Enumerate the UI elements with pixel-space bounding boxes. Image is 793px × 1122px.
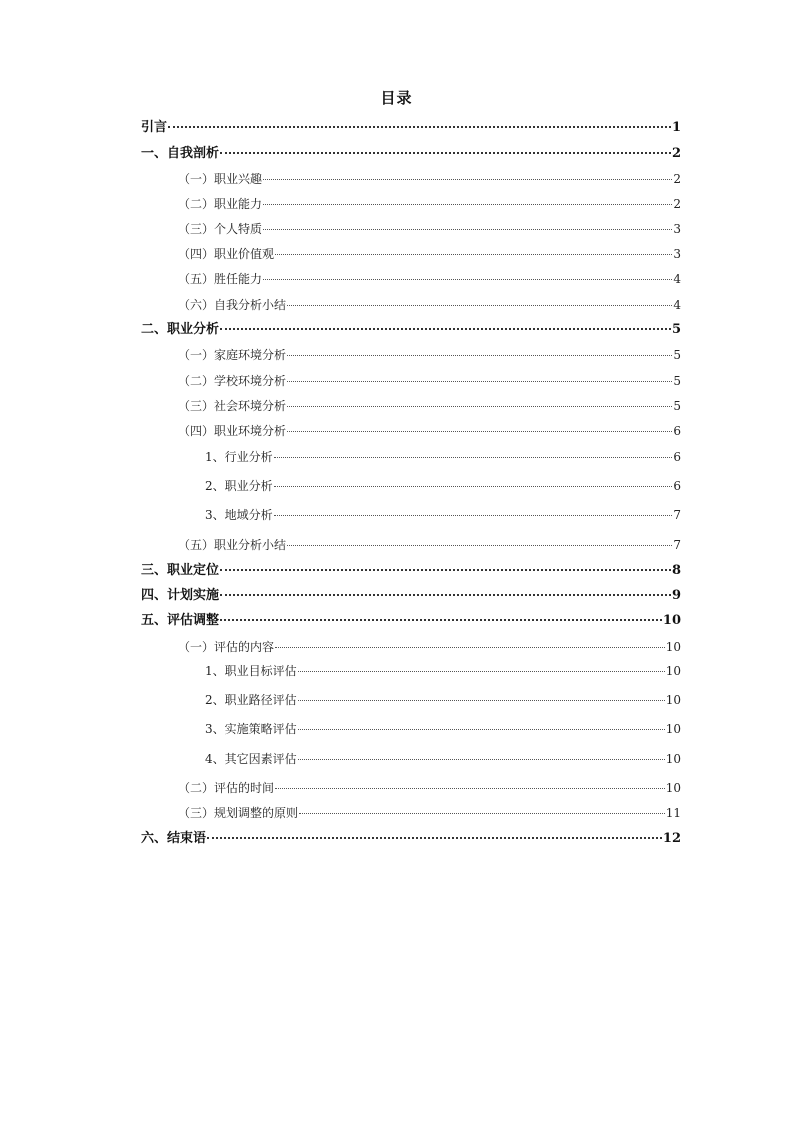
- toc-dot-leader: [274, 515, 673, 516]
- toc-dot-leader: [207, 837, 662, 839]
- toc-entry[interactable]: [141, 586, 681, 606]
- toc-entry-page-number: 10: [662, 613, 681, 628]
- toc-dot-leader: [287, 431, 672, 432]
- toc-entry[interactable]: [141, 118, 681, 138]
- toc-dot-leader: [275, 647, 665, 648]
- toc-dot-leader: [274, 486, 673, 487]
- toc-entry[interactable]: [205, 661, 681, 681]
- toc-entry-label: 二、职业分析: [141, 322, 220, 337]
- toc-entry-page-number: 2: [673, 197, 681, 211]
- toc-entry-label: （四）职业价值观: [178, 247, 275, 261]
- toc-dot-leader: [287, 406, 672, 407]
- toc-dot-leader: [298, 729, 665, 730]
- toc-entry[interactable]: [178, 803, 681, 823]
- toc-dot-leader: [220, 619, 662, 621]
- toc-entry[interactable]: [178, 219, 681, 239]
- toc-entry-label: 六、结束语: [141, 831, 207, 846]
- toc-entry-label: （五）胜任能力: [178, 272, 263, 286]
- toc-dot-leader: [275, 254, 672, 255]
- toc-dot-leader: [298, 671, 665, 672]
- toc-entry-page-number: 4: [673, 298, 681, 312]
- toc-entry-label: 4、其它因素评估: [205, 752, 297, 766]
- toc-entry-page-number: 2: [671, 146, 681, 161]
- toc-entry-page-number: 9: [671, 588, 681, 603]
- toc-dot-leader: [220, 594, 671, 596]
- toc-entry[interactable]: [178, 637, 681, 657]
- toc-entry-page-number: 10: [665, 693, 681, 707]
- toc-entry-label: （一）职业兴趣: [178, 172, 263, 186]
- toc-entry-page-number: 10: [665, 752, 681, 766]
- toc-entry[interactable]: [178, 295, 681, 315]
- toc-entry-label: （二）评估的时间: [178, 781, 275, 795]
- toc-entry-label: 引言: [141, 120, 168, 135]
- toc-dot-leader: [275, 788, 665, 789]
- toc-entry-label: 三、职业定位: [141, 563, 220, 578]
- toc-entry[interactable]: [178, 535, 681, 555]
- toc-entry[interactable]: [178, 396, 681, 416]
- toc-dot-leader: [263, 179, 672, 180]
- toc-entry-label: （一）评估的内容: [178, 640, 275, 654]
- toc-entry-page-number: 3: [673, 222, 681, 236]
- toc-dot-leader: [263, 229, 672, 230]
- toc-entry-page-number: 6: [673, 479, 681, 493]
- toc-entry-page-number: 11: [665, 806, 681, 820]
- toc-entry[interactable]: [178, 421, 681, 441]
- toc-entry-label: （三）个人特质: [178, 222, 263, 236]
- toc-entry-page-number: 10: [665, 664, 681, 678]
- toc-dot-leader: [220, 569, 671, 571]
- toc-entry-label: （三）规划调整的原则: [178, 806, 299, 820]
- toc-entry[interactable]: [205, 447, 681, 467]
- toc-dot-leader: [287, 545, 672, 546]
- toc-entry-label: 五、评估调整: [141, 613, 220, 628]
- toc-dot-leader: [168, 126, 671, 128]
- toc-entry[interactable]: [205, 719, 681, 739]
- toc-entry-page-number: 10: [665, 640, 681, 654]
- toc-dot-leader: [274, 457, 673, 458]
- toc-entry-label: 2、职业分析: [205, 479, 273, 493]
- toc-entry[interactable]: [205, 476, 681, 496]
- toc-entry[interactable]: [141, 829, 681, 849]
- toc-entry-label: （三）社会环境分析: [178, 399, 287, 413]
- toc-entry[interactable]: [178, 345, 681, 365]
- toc-entry-label: （一）家庭环境分析: [178, 348, 287, 362]
- toc-entry-page-number: 4: [673, 272, 681, 286]
- toc-dot-leader: [298, 700, 665, 701]
- toc-entry[interactable]: [178, 269, 681, 289]
- toc-dot-leader: [287, 305, 672, 306]
- toc-dot-leader: [263, 204, 672, 205]
- toc-entry-page-number: 6: [673, 450, 681, 464]
- toc-entry-label: （六）自我分析小结: [178, 298, 287, 312]
- toc-entry-label: 1、职业目标评估: [205, 664, 297, 678]
- toc-entry[interactable]: [141, 320, 681, 340]
- toc-entry-label: （四）职业环境分析: [178, 424, 287, 438]
- toc-dot-leader: [263, 279, 672, 280]
- toc-entry-page-number: 8: [671, 563, 681, 578]
- toc-entry-label: （二）学校环境分析: [178, 374, 287, 388]
- toc-dot-leader: [299, 813, 665, 814]
- toc-entry-page-number: 2: [673, 172, 681, 186]
- toc-entry-page-number: 1: [671, 120, 681, 135]
- toc-entry[interactable]: [178, 244, 681, 264]
- toc-entry-label: （五）职业分析小结: [178, 538, 287, 552]
- toc-entry[interactable]: [178, 778, 681, 798]
- toc-entry[interactable]: [205, 690, 681, 710]
- toc-entry-label: 一、自我剖析: [141, 146, 220, 161]
- toc-entry[interactable]: [178, 169, 681, 189]
- page-title: 目录: [380, 89, 413, 107]
- toc-entry-page-number: 10: [665, 781, 681, 795]
- toc-entry-page-number: 10: [665, 722, 681, 736]
- toc-dot-leader: [287, 355, 672, 356]
- toc-entry[interactable]: [205, 505, 681, 525]
- toc-entry[interactable]: [141, 561, 681, 581]
- toc-entry-page-number: 5: [673, 399, 681, 413]
- toc-entry-page-number: 7: [673, 538, 681, 552]
- toc-entry[interactable]: [141, 144, 681, 164]
- toc-entry-page-number: 12: [662, 831, 681, 846]
- toc-entry[interactable]: [178, 194, 681, 214]
- toc-entry[interactable]: [141, 611, 681, 631]
- toc-dot-leader: [220, 328, 671, 330]
- toc-entry-page-number: 5: [673, 348, 681, 362]
- toc-entry-label: 3、地域分析: [205, 508, 273, 522]
- toc-entry[interactable]: [178, 371, 681, 391]
- toc-entry-label: 2、职业路径评估: [205, 693, 297, 707]
- toc-entry-page-number: 5: [673, 374, 681, 388]
- toc-entry-label: 1、行业分析: [205, 450, 273, 464]
- toc-entry-page-number: 6: [673, 424, 681, 438]
- toc-dot-leader: [220, 152, 671, 154]
- toc-dot-leader: [287, 381, 672, 382]
- toc-entry-page-number: 5: [671, 322, 681, 337]
- toc-entry-label: 3、实施策略评估: [205, 722, 297, 736]
- toc-entry-page-number: 7: [673, 508, 681, 522]
- toc-entry-label: 四、计划实施: [141, 588, 220, 603]
- toc-entry-page-number: 3: [673, 247, 681, 261]
- toc-entry-label: （二）职业能力: [178, 197, 263, 211]
- toc-entry[interactable]: [205, 749, 681, 769]
- toc-dot-leader: [298, 759, 665, 760]
